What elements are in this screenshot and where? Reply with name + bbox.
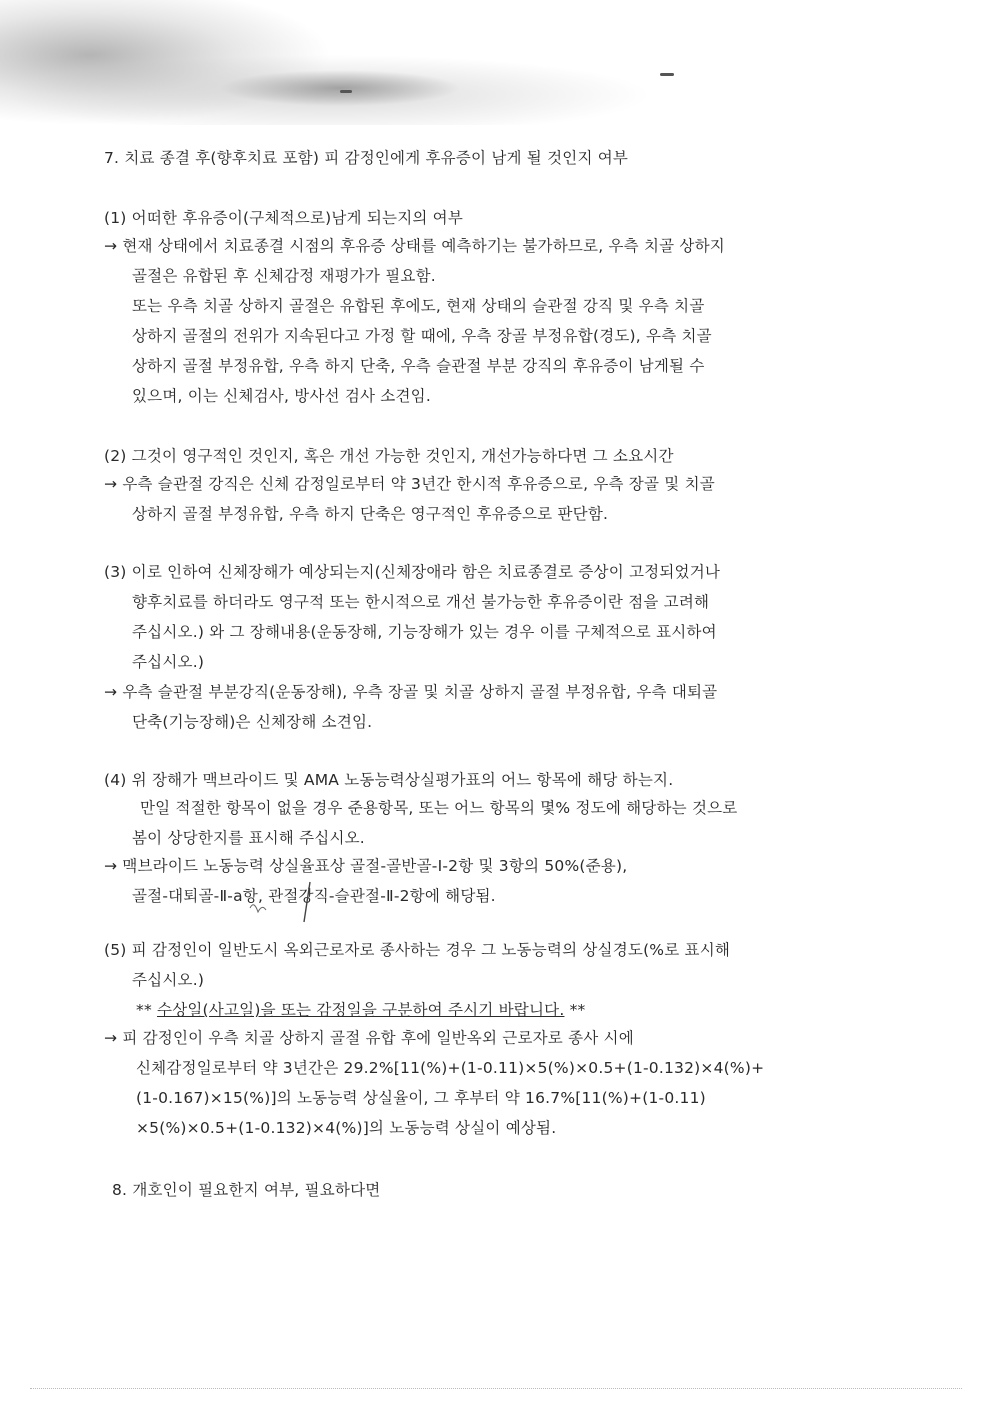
q1-answer-line: 상하지 골절의 전위가 지속된다고 가정 할 때에, 우측 장골 부정유합(경도), 우측 치골 (132, 327, 712, 345)
q5-note-prefix: ** (136, 1001, 158, 1019)
q5-heading-line: 주십시오.) (132, 971, 205, 989)
q5-note-suffix: ** (564, 1001, 586, 1019)
q5-answer-line: 신체감정일로부터 약 3년간은 29.2%[11(%)+(1-0.11)×5(%)×0.5+(1-0.132)×4(%)+ (136, 1059, 765, 1077)
q1-answer-line: 또는 우측 치골 상하지 골절은 유합된 후에도, 현재 상태의 슬관절 강직 및 우측 치골 (132, 297, 705, 315)
q4-answer-line: 골절-대퇴골-Ⅱ-a항, 관절강직-슬관절-Ⅱ-2항에 해당됨. (132, 887, 496, 905)
q3-heading-line: (3) 이로 인하여 신체장해가 예상되는지(신체장애라 함은 치료종결로 증상이 고정되었거나 (104, 563, 721, 581)
q1-heading: (1) 어떠한 후유증이(구체적으로)남게 되는지의 여부 (104, 209, 464, 227)
q5-answer-line: ×5(%)×0.5+(1-0.132)×4(%)]의 노동능력 상실이 예상됨. (136, 1119, 557, 1137)
q4-answer-line: → 맥브라이드 노동능력 상실율표상 골절-골반골-Ⅰ-2항 및 3항의 50%(준용), (104, 857, 628, 875)
q5-heading-line: (5) 피 감정인이 일반도시 옥외근로자로 종사하는 경우 그 노동능력의 상실경도(%로 표시해 (104, 941, 731, 959)
q3-heading-line: 주십시오.) 와 그 장해내용(운동장해, 기능장해가 있는 경우 이를 구체적으로 표시하여 (132, 623, 717, 641)
q4-heading-line: 봄이 상당한지를 표시해 주십시오. (132, 829, 365, 847)
q2-answer-line: → 우측 슬관절 강직은 신체 감정일로부터 약 3년간 한시적 후유증으로, 우측 장골 및 치골 (104, 475, 715, 493)
scan-artifact-bottom (30, 1388, 962, 1390)
q1-answer-line: 있으며, 이는 신체검사, 방사선 검사 소견임. (132, 387, 431, 405)
section-8-title: 8. 개호인이 필요한지 여부, 필요하다면 (112, 1181, 381, 1199)
q3-heading-line: 향후치료를 하더라도 영구적 또는 한시적으로 개선 불가능한 후유증이란 점을 고려해 (132, 593, 710, 611)
q5-answer-line: (1-0.167)×15(%)]의 노동능력 상실율이, 그 후부터 약 16.7%[11(%)+(1-0.11) (136, 1089, 706, 1107)
q5-note-underlined: 수상일(사고일)을 또는 감정일을 구분하여 주시기 바랍니다. (157, 1001, 565, 1019)
q3-answer-line: 단축(기능장해)은 신체장해 소견임. (132, 713, 373, 731)
q2-answer-line: 상하지 골절 부정유합, 우측 하지 단축은 영구적인 후유증으로 판단함. (132, 505, 609, 523)
q3-heading-line: 주십시오.) (132, 653, 205, 671)
section-7-title: 7. 치료 종결 후(향후치료 포함) 피 감정인에게 후유증이 남게 될 것인지 여부 (104, 149, 629, 167)
q3-answer-line: → 우측 슬관절 부분강직(운동장해), 우측 장골 및 치골 상하지 골절 부정유합, 우측 대퇴골 (104, 683, 718, 701)
q2-heading: (2) 그것이 영구적인 것인지, 혹은 개선 가능한 것인지, 개선가능하다면 그 소요시간 (104, 447, 674, 465)
q5-note (136, 1000, 585, 1020)
q1-answer-line: 상하지 골절 부정유합, 우측 하지 단축, 우측 슬관절 부분 강직의 후유증이 남게될 수 (132, 357, 705, 375)
q1-answer-line: 골절은 유합된 후 신체감정 재평가가 필요함. (132, 267, 436, 285)
q4-heading-line: (4) 위 장해가 맥브라이드 및 AMA 노동능력상실평가표의 어느 항목에 해당 하는지. (104, 771, 674, 789)
q1-answer-line: → 현재 상태에서 치료종결 시점의 후유증 상태를 예측하기는 불가하므로, 우측 치골 상하지 (104, 237, 725, 255)
q4-heading-line: 만일 적절한 항목이 없을 경우 준용항목, 또는 어느 항목의 몇% 정도에 해당하는 것으로 (140, 799, 738, 817)
handwritten-scribble (246, 878, 326, 928)
q5-answer-line: → 피 감정인이 우측 치골 상하지 골절 유합 후에 일반옥외 근로자로 종사 시에 (104, 1029, 634, 1047)
